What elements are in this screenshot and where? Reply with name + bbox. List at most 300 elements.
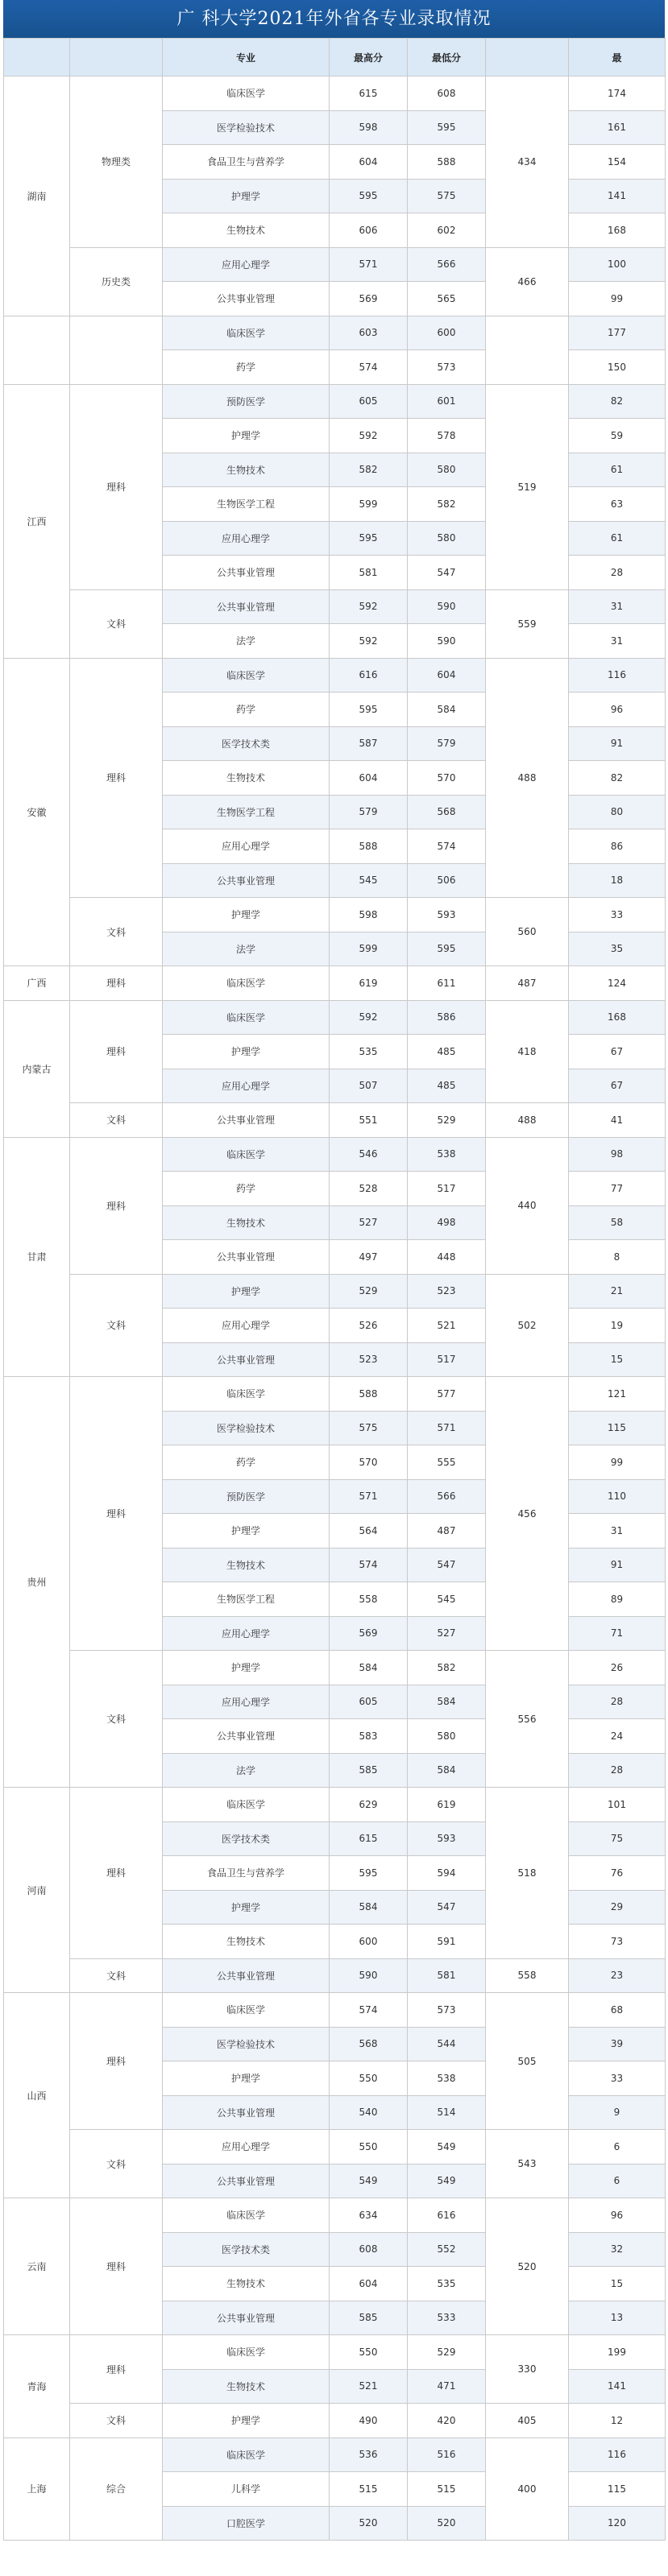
- min-rank-cell: 177: [569, 316, 666, 350]
- max-score-cell: 588: [330, 829, 408, 864]
- major-cell: 公共事业管理: [163, 2095, 330, 2130]
- major-cell: 公共事业管理: [163, 2301, 330, 2335]
- min-score-cell: 547: [408, 556, 486, 590]
- control-line-cell: 502: [486, 1274, 569, 1377]
- min-score-cell: 594: [408, 1856, 486, 1891]
- header-major: 专业: [163, 39, 330, 76]
- control-line-cell: 405: [486, 2404, 569, 2438]
- min-score-cell: 521: [408, 1309, 486, 1343]
- max-score-cell: 569: [330, 282, 408, 316]
- min-rank-cell: 101: [569, 1788, 666, 1822]
- max-score-cell: 599: [330, 932, 408, 966]
- table-row: [4, 589, 666, 624]
- major-cell: 预防医学: [163, 1479, 330, 1514]
- major-cell: 公共事业管理: [163, 1342, 330, 1377]
- major-cell: 医学技术类: [163, 726, 330, 761]
- major-cell: 公共事业管理: [163, 282, 330, 316]
- min-rank-cell: 31: [569, 589, 666, 624]
- min-rank-cell: 99: [569, 282, 666, 316]
- min-score-cell: 514: [408, 2095, 486, 2130]
- max-score-cell: 603: [330, 316, 408, 350]
- category-cell: 文科: [70, 2404, 163, 2438]
- min-rank-cell: 77: [569, 1172, 666, 1206]
- max-score-cell: 558: [330, 1582, 408, 1617]
- min-rank-cell: 71: [569, 1616, 666, 1651]
- min-rank-cell: 28: [569, 1685, 666, 1719]
- min-rank-cell: 18: [569, 863, 666, 898]
- min-score-cell: 579: [408, 726, 486, 761]
- major-cell: 临床医学: [163, 316, 330, 350]
- header-category: [70, 39, 163, 76]
- min-score-cell: 549: [408, 2164, 486, 2198]
- max-score-cell: 497: [330, 1240, 408, 1275]
- min-score-cell: 580: [408, 1719, 486, 1754]
- max-score-cell: 599: [330, 487, 408, 522]
- min-rank-cell: 28: [569, 556, 666, 590]
- table-row: [4, 1274, 666, 1309]
- category-cell: 历史类: [70, 247, 163, 316]
- major-cell: 食品卫生与营养学: [163, 145, 330, 180]
- min-score-cell: 593: [408, 898, 486, 932]
- min-rank-cell: 110: [569, 1479, 666, 1514]
- page-title: 广 科大学2021年外省各专业录取情况: [3, 0, 665, 38]
- min-score-cell: 573: [408, 1993, 486, 2028]
- max-score-cell: 582: [330, 453, 408, 487]
- min-rank-cell: 154: [569, 145, 666, 180]
- max-score-cell: 584: [330, 1890, 408, 1925]
- min-rank-cell: 67: [569, 1035, 666, 1069]
- min-score-cell: 485: [408, 1069, 486, 1103]
- major-cell: 法学: [163, 932, 330, 966]
- header-province: [4, 39, 70, 76]
- max-score-cell: 550: [330, 2335, 408, 2370]
- major-cell: 药学: [163, 1172, 330, 1206]
- min-rank-cell: 91: [569, 726, 666, 761]
- major-cell: 临床医学: [163, 2335, 330, 2370]
- min-score-cell: 506: [408, 863, 486, 898]
- major-cell: 护理学: [163, 1514, 330, 1548]
- min-score-cell: 573: [408, 350, 486, 385]
- category-cell: 文科: [70, 1274, 163, 1377]
- table-row: [4, 1993, 666, 2028]
- min-rank-cell: 121: [569, 1377, 666, 1412]
- major-cell: 医学技术类: [163, 2232, 330, 2267]
- major-cell: 预防医学: [163, 384, 330, 419]
- major-cell: 口腔医学: [163, 2506, 330, 2541]
- major-cell: 生物技术: [163, 2267, 330, 2301]
- min-score-cell: 581: [408, 1958, 486, 1993]
- min-rank-cell: 6: [569, 2164, 666, 2198]
- max-score-cell: 588: [330, 1377, 408, 1412]
- header-min-rank: 最: [569, 39, 666, 76]
- max-score-cell: 600: [330, 1925, 408, 1959]
- province-cell: 安徽: [4, 658, 70, 966]
- table-row: [4, 1377, 666, 1412]
- min-rank-cell: 100: [569, 247, 666, 282]
- major-cell: 护理学: [163, 2061, 330, 2096]
- max-score-cell: 529: [330, 1274, 408, 1309]
- table-header-row: [4, 39, 666, 76]
- max-score-cell: 527: [330, 1205, 408, 1240]
- category-cell: 理科: [70, 384, 163, 589]
- min-score-cell: 565: [408, 282, 486, 316]
- min-rank-cell: 86: [569, 829, 666, 864]
- max-score-cell: 585: [330, 1753, 408, 1788]
- max-score-cell: 535: [330, 1035, 408, 1069]
- min-rank-cell: 33: [569, 2061, 666, 2096]
- table-row: [4, 898, 666, 932]
- max-score-cell: 590: [330, 1958, 408, 1993]
- major-cell: 应用心理学: [163, 1685, 330, 1719]
- control-line-cell: 519: [486, 384, 569, 589]
- max-score-cell: 592: [330, 589, 408, 624]
- min-score-cell: 595: [408, 110, 486, 145]
- category-cell: 文科: [70, 2130, 163, 2198]
- control-line-cell: 488: [486, 1103, 569, 1138]
- min-score-cell: 604: [408, 658, 486, 693]
- table-row: [4, 966, 666, 1001]
- control-line-cell: 559: [486, 589, 569, 658]
- category-cell: 文科: [70, 898, 163, 966]
- min-rank-cell: 67: [569, 1069, 666, 1103]
- major-cell: 生物技术: [163, 453, 330, 487]
- max-score-cell: 595: [330, 693, 408, 727]
- max-score-cell: 606: [330, 213, 408, 248]
- category-cell: 理科: [70, 1000, 163, 1103]
- max-score-cell: 595: [330, 1856, 408, 1891]
- major-cell: 药学: [163, 693, 330, 727]
- min-rank-cell: 33: [569, 898, 666, 932]
- min-rank-cell: 28: [569, 1753, 666, 1788]
- max-score-cell: 549: [330, 2164, 408, 2198]
- control-line-cell: 518: [486, 1788, 569, 1959]
- min-score-cell: 602: [408, 213, 486, 248]
- table-row: [4, 2437, 666, 2472]
- major-cell: 护理学: [163, 1274, 330, 1309]
- table-row: [4, 2335, 666, 2370]
- min-rank-cell: 168: [569, 1000, 666, 1035]
- min-score-cell: 577: [408, 1377, 486, 1412]
- min-score-cell: 547: [408, 1548, 486, 1582]
- header-max-score: 最高分: [330, 39, 408, 76]
- min-score-cell: 448: [408, 1240, 486, 1275]
- min-rank-cell: 73: [569, 1925, 666, 1959]
- major-cell: 公共事业管理: [163, 1719, 330, 1754]
- major-cell: 公共事业管理: [163, 556, 330, 590]
- category-cell: 理科: [70, 2335, 163, 2404]
- province-cell: 广西: [4, 966, 70, 1001]
- min-score-cell: 498: [408, 1205, 486, 1240]
- min-score-cell: 584: [408, 1685, 486, 1719]
- control-line-cell: [486, 316, 569, 384]
- admission-table: [3, 38, 666, 2541]
- province-cell: 云南: [4, 2198, 70, 2335]
- min-rank-cell: 75: [569, 1821, 666, 1856]
- min-score-cell: 529: [408, 2335, 486, 2370]
- min-score-cell: 611: [408, 966, 486, 1001]
- major-cell: 护理学: [163, 2404, 330, 2438]
- min-score-cell: 575: [408, 179, 486, 213]
- table-row: [4, 1958, 666, 1993]
- min-score-cell: 517: [408, 1172, 486, 1206]
- min-score-cell: 584: [408, 1753, 486, 1788]
- major-cell: 生物技术: [163, 213, 330, 248]
- major-cell: 生物医学工程: [163, 487, 330, 522]
- min-score-cell: 533: [408, 2301, 486, 2335]
- major-cell: 生物技术: [163, 1205, 330, 1240]
- province-cell: 青海: [4, 2335, 70, 2438]
- min-rank-cell: 41: [569, 1103, 666, 1138]
- max-score-cell: 592: [330, 419, 408, 453]
- min-rank-cell: 63: [569, 487, 666, 522]
- max-score-cell: 536: [330, 2437, 408, 2472]
- min-rank-cell: 96: [569, 2198, 666, 2233]
- min-rank-cell: 61: [569, 521, 666, 556]
- max-score-cell: 551: [330, 1103, 408, 1138]
- control-line-cell: 456: [486, 1377, 569, 1651]
- control-line-cell: 558: [486, 1958, 569, 1993]
- province-cell: 内蒙古: [4, 1000, 70, 1137]
- min-rank-cell: 168: [569, 213, 666, 248]
- max-score-cell: 579: [330, 795, 408, 829]
- min-rank-cell: 99: [569, 1445, 666, 1480]
- major-cell: 临床医学: [163, 76, 330, 111]
- province-cell: 上海: [4, 2437, 70, 2541]
- min-rank-cell: 141: [569, 179, 666, 213]
- min-score-cell: 584: [408, 693, 486, 727]
- category-cell: 综合: [70, 2437, 163, 2541]
- min-rank-cell: 174: [569, 76, 666, 111]
- major-cell: 生物医学工程: [163, 795, 330, 829]
- min-score-cell: 552: [408, 2232, 486, 2267]
- category-cell: 文科: [70, 1958, 163, 1993]
- max-score-cell: 619: [330, 966, 408, 1001]
- major-cell: 护理学: [163, 419, 330, 453]
- major-cell: 法学: [163, 1753, 330, 1788]
- max-score-cell: 598: [330, 110, 408, 145]
- category-cell: 理科: [70, 2198, 163, 2335]
- major-cell: 临床医学: [163, 1000, 330, 1035]
- min-rank-cell: 29: [569, 1890, 666, 1925]
- table-row: [4, 316, 666, 350]
- max-score-cell: 587: [330, 726, 408, 761]
- category-cell: 文科: [70, 589, 163, 658]
- table-row: [4, 247, 666, 282]
- min-score-cell: 523: [408, 1274, 486, 1309]
- control-line-cell: 505: [486, 1993, 569, 2130]
- max-score-cell: 523: [330, 1342, 408, 1377]
- max-score-cell: 605: [330, 384, 408, 419]
- min-score-cell: 616: [408, 2198, 486, 2233]
- max-score-cell: 546: [330, 1137, 408, 1172]
- province-cell: 江西: [4, 384, 70, 658]
- min-score-cell: 593: [408, 1821, 486, 1856]
- control-line-cell: 488: [486, 658, 569, 898]
- min-rank-cell: 91: [569, 1548, 666, 1582]
- province-cell: 河南: [4, 1788, 70, 1993]
- min-score-cell: 420: [408, 2404, 486, 2438]
- min-score-cell: 566: [408, 247, 486, 282]
- category-cell: 理科: [70, 1993, 163, 2130]
- major-cell: 临床医学: [163, 1788, 330, 1822]
- min-score-cell: 555: [408, 1445, 486, 1480]
- min-score-cell: 527: [408, 1616, 486, 1651]
- min-rank-cell: 39: [569, 2027, 666, 2061]
- control-line-cell: 466: [486, 247, 569, 316]
- min-rank-cell: 23: [569, 1958, 666, 1993]
- min-rank-cell: 89: [569, 1582, 666, 1617]
- header-min-score: 最低分: [408, 39, 486, 76]
- min-score-cell: 566: [408, 1479, 486, 1514]
- province-cell: [4, 316, 70, 384]
- max-score-cell: 569: [330, 1616, 408, 1651]
- min-rank-cell: 115: [569, 1411, 666, 1445]
- min-score-cell: 580: [408, 453, 486, 487]
- control-line-cell: 543: [486, 2130, 569, 2198]
- min-rank-cell: 13: [569, 2301, 666, 2335]
- min-rank-cell: 15: [569, 2267, 666, 2301]
- max-score-cell: 584: [330, 1651, 408, 1685]
- max-score-cell: 520: [330, 2506, 408, 2541]
- major-cell: 公共事业管理: [163, 2164, 330, 2198]
- min-rank-cell: 82: [569, 384, 666, 419]
- max-score-cell: 571: [330, 1479, 408, 1514]
- max-score-cell: 575: [330, 1411, 408, 1445]
- min-rank-cell: 26: [569, 1651, 666, 1685]
- min-rank-cell: 98: [569, 1137, 666, 1172]
- max-score-cell: 550: [330, 2130, 408, 2165]
- major-cell: 公共事业管理: [163, 1240, 330, 1275]
- province-cell: 甘肃: [4, 1137, 70, 1377]
- min-rank-cell: 115: [569, 2472, 666, 2507]
- min-rank-cell: 124: [569, 966, 666, 1001]
- min-rank-cell: 58: [569, 1205, 666, 1240]
- major-cell: 医学检验技术: [163, 1411, 330, 1445]
- min-score-cell: 580: [408, 521, 486, 556]
- min-rank-cell: 76: [569, 1856, 666, 1891]
- min-rank-cell: 12: [569, 2404, 666, 2438]
- min-score-cell: 582: [408, 487, 486, 522]
- min-score-cell: 568: [408, 795, 486, 829]
- major-cell: 生物技术: [163, 2369, 330, 2404]
- min-score-cell: 520: [408, 2506, 486, 2541]
- major-cell: 医学检验技术: [163, 2027, 330, 2061]
- table-row: [4, 2404, 666, 2438]
- table-row: [4, 1788, 666, 1822]
- control-line-cell: 556: [486, 1651, 569, 1788]
- major-cell: 应用心理学: [163, 1069, 330, 1103]
- min-rank-cell: 116: [569, 2437, 666, 2472]
- min-rank-cell: 150: [569, 350, 666, 385]
- major-cell: 公共事业管理: [163, 1958, 330, 1993]
- min-score-cell: 538: [408, 1137, 486, 1172]
- control-line-cell: 487: [486, 966, 569, 1001]
- min-score-cell: 516: [408, 2437, 486, 2472]
- min-score-cell: 549: [408, 2130, 486, 2165]
- max-score-cell: 629: [330, 1788, 408, 1822]
- min-rank-cell: 8: [569, 1240, 666, 1275]
- max-score-cell: 570: [330, 1445, 408, 1480]
- major-cell: 临床医学: [163, 966, 330, 1001]
- major-cell: 临床医学: [163, 1377, 330, 1412]
- max-score-cell: 604: [330, 761, 408, 796]
- min-score-cell: 471: [408, 2369, 486, 2404]
- category-cell: [70, 316, 163, 384]
- min-score-cell: 586: [408, 1000, 486, 1035]
- max-score-cell: 564: [330, 1514, 408, 1548]
- category-cell: 文科: [70, 1651, 163, 1788]
- major-cell: 护理学: [163, 1035, 330, 1069]
- major-cell: 应用心理学: [163, 521, 330, 556]
- major-cell: 生物医学工程: [163, 1582, 330, 1617]
- max-score-cell: 583: [330, 1719, 408, 1754]
- max-score-cell: 598: [330, 898, 408, 932]
- min-score-cell: 619: [408, 1788, 486, 1822]
- min-score-cell: 582: [408, 1651, 486, 1685]
- major-cell: 儿科学: [163, 2472, 330, 2507]
- max-score-cell: 604: [330, 2267, 408, 2301]
- table-row: [4, 1137, 666, 1172]
- max-score-cell: 634: [330, 2198, 408, 2233]
- major-cell: 法学: [163, 624, 330, 659]
- min-rank-cell: 199: [569, 2335, 666, 2370]
- control-line-cell: 560: [486, 898, 569, 966]
- category-cell: 理科: [70, 1137, 163, 1274]
- min-rank-cell: 141: [569, 2369, 666, 2404]
- max-score-cell: 568: [330, 2027, 408, 2061]
- table-row: [4, 1651, 666, 1685]
- max-score-cell: 545: [330, 863, 408, 898]
- control-line-cell: 330: [486, 2335, 569, 2404]
- control-line-cell: 400: [486, 2437, 569, 2541]
- major-cell: 临床医学: [163, 2198, 330, 2233]
- major-cell: 药学: [163, 350, 330, 385]
- table-row: [4, 76, 666, 111]
- max-score-cell: 585: [330, 2301, 408, 2335]
- major-cell: 生物技术: [163, 761, 330, 796]
- max-score-cell: 615: [330, 76, 408, 111]
- min-rank-cell: 31: [569, 1514, 666, 1548]
- min-score-cell: 588: [408, 145, 486, 180]
- min-score-cell: 570: [408, 761, 486, 796]
- category-cell: 物理类: [70, 76, 163, 248]
- major-cell: 生物技术: [163, 1925, 330, 1959]
- min-rank-cell: 120: [569, 2506, 666, 2541]
- major-cell: 应用心理学: [163, 1309, 330, 1343]
- major-cell: 生物技术: [163, 1548, 330, 1582]
- min-rank-cell: 35: [569, 932, 666, 966]
- max-score-cell: 604: [330, 145, 408, 180]
- max-score-cell: 540: [330, 2095, 408, 2130]
- province-cell: 山西: [4, 1993, 70, 2198]
- max-score-cell: 616: [330, 658, 408, 693]
- min-score-cell: 517: [408, 1342, 486, 1377]
- min-rank-cell: 6: [569, 2130, 666, 2165]
- min-score-cell: 487: [408, 1514, 486, 1548]
- province-cell: 贵州: [4, 1377, 70, 1788]
- max-score-cell: 490: [330, 2404, 408, 2438]
- major-cell: 公共事业管理: [163, 1103, 330, 1138]
- province-cell: 湖南: [4, 76, 70, 316]
- max-score-cell: 526: [330, 1309, 408, 1343]
- max-score-cell: 574: [330, 1993, 408, 2028]
- major-cell: 护理学: [163, 179, 330, 213]
- max-score-cell: 592: [330, 624, 408, 659]
- max-score-cell: 608: [330, 2232, 408, 2267]
- major-cell: 医学检验技术: [163, 110, 330, 145]
- major-cell: 临床医学: [163, 1137, 330, 1172]
- category-cell: 理科: [70, 1788, 163, 1959]
